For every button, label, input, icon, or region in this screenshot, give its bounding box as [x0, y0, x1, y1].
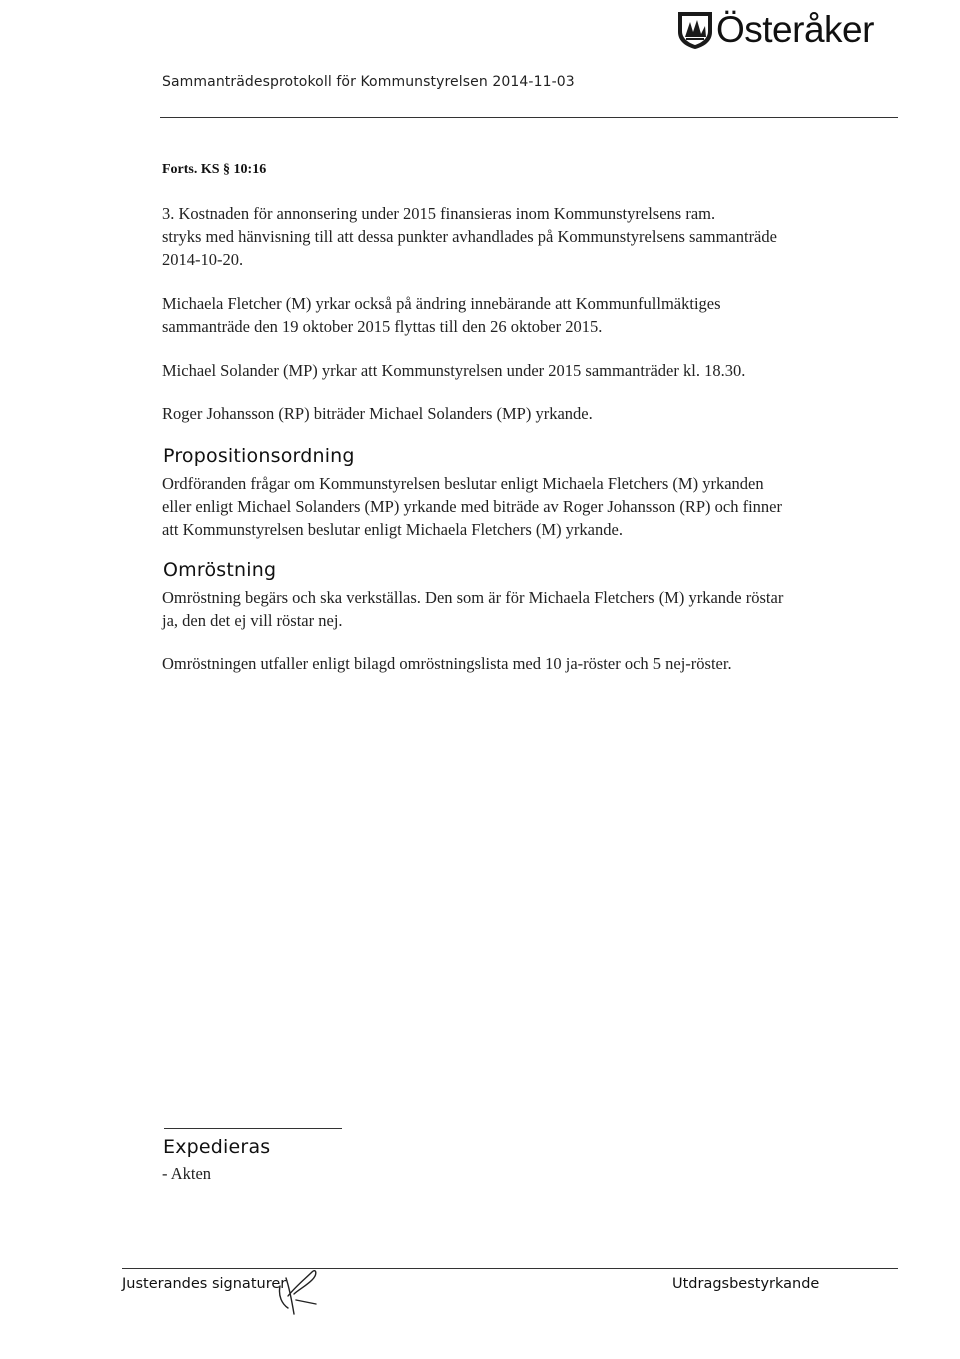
solander-paragraph: Michael Solander (MP) yrkar att Kommunstyrelsen under 2015 sammanträder kl. 18.30. [162, 361, 746, 380]
propositionsordning-heading: Propositionsordning [163, 445, 355, 467]
point3-line3: 2014-10-20. [162, 250, 244, 269]
omrostning-result: Omröstningen utfaller enligt bilagd omröstningslista med 10 ja-röster och 5 nej-röster. [162, 654, 732, 673]
footer-divider [122, 1268, 898, 1269]
handwritten-signature [272, 1256, 342, 1326]
johansson-paragraph: Roger Johansson (RP) biträder Michael Solanders (MP) yrkande. [162, 404, 593, 423]
omrostning-line1: Omröstning begärs och ska verkställas. Den som är för Michaela Fletchers (M) yrkande röstar [162, 588, 784, 607]
point3-line1: 3. Kostnaden för annonsering under 2015 finansieras inom Kommunstyrelsens ram. [162, 204, 716, 223]
omrostning-heading: Omröstning [163, 559, 277, 581]
fletcher-line1: Michaela Fletcher (M) yrkar också på ändring innebärande att Kommunfullmäktiges [162, 294, 721, 313]
propositionsordning-line1: Ordföranden frågar om Kommunstyrelsen beslutar enligt Michaela Fletchers (M) yrkanden [162, 474, 764, 493]
fletcher-line2: sammanträde den 19 oktober 2015 flyttas till den 26 oktober 2015. [162, 317, 603, 336]
certification-label: Utdragsbestyrkande [672, 1276, 820, 1292]
section-reference: Forts. KS § 10:16 [162, 162, 267, 177]
municipality-logo [676, 8, 874, 52]
expedieras-heading: Expedieras [163, 1136, 271, 1158]
expedieras-item: - Akten [162, 1164, 212, 1183]
propositionsordning-line3: att Kommunstyrelsen beslutar enligt Michaela Fletchers (M) yrkande. [162, 520, 623, 539]
brand-name: Österåker [716, 9, 874, 50]
signatures-label: Justerandes signaturer [122, 1276, 287, 1292]
coat-of-arms-icon [676, 10, 714, 50]
expedieras-divider [164, 1128, 342, 1129]
propositionsordning-line2: eller enligt Michael Solanders (MP) yrkande med biträde av Roger Johansson (RP) och finner [162, 497, 782, 516]
omrostning-line2: ja, den det ej vill röstar nej. [162, 611, 343, 630]
point3-line2: stryks med hänvisning till att dessa punkter avhandlades på Kommunstyrelsens sammanträde [162, 227, 777, 246]
protocol-title: Sammanträdesprotokoll för Kommunstyrelsen 2014-11-03 [162, 74, 575, 90]
header-divider [160, 117, 898, 118]
